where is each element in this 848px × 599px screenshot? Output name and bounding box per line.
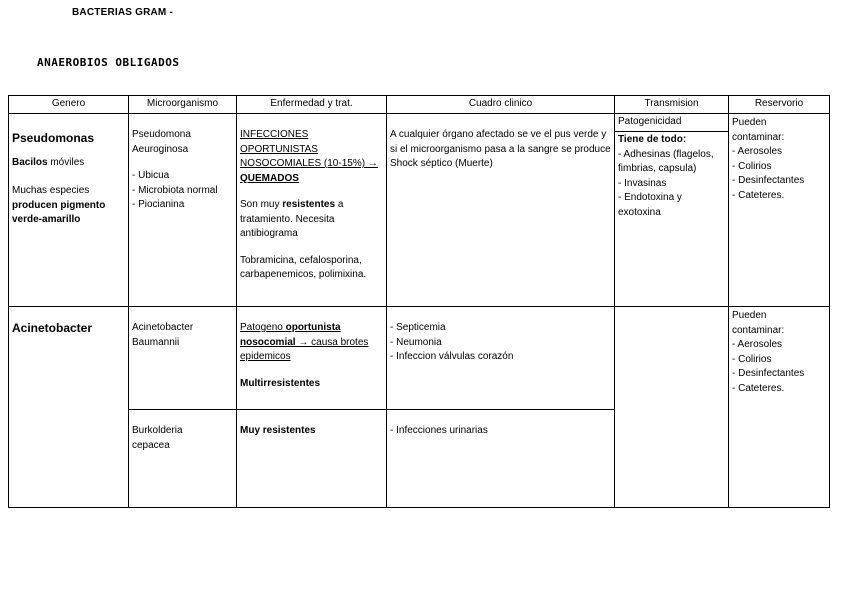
- section-subtitle: ANAEROBIOS OBLIGADOS: [37, 56, 180, 69]
- bacteria-table: [8, 95, 830, 508]
- list-item: - Colirios: [732, 160, 772, 172]
- cell-enfermedad-acinetobacter: [237, 307, 387, 410]
- list-item: - Endotoxina y exotoxina: [618, 192, 682, 218]
- document-title: BACTERIAS GRAM -: [72, 7, 173, 18]
- list-item: - Cateteres.: [732, 189, 785, 201]
- list-item: - Infeccion válvulas corazón: [390, 351, 514, 362]
- list-item: - Invasinas: [618, 177, 667, 189]
- cell-reservorio-acinetobacter: [729, 307, 830, 508]
- list-item: - Neumonia: [390, 336, 442, 348]
- cell-enfermedad-pseudomonas: [237, 114, 387, 307]
- micro-name-2: cepacea: [132, 439, 170, 451]
- list-item: - Aerosoles: [732, 339, 783, 350]
- pathogen-line-1: Patogeno oportunista: [240, 322, 341, 333]
- treatment-line-1: Tobramicina, cefalosporina,: [240, 254, 362, 266]
- header-enfermedad: Enfermedad y trat.: [237, 96, 387, 114]
- list-item: - Aerosoles: [732, 146, 783, 157]
- pathogen-line-2: nosocomial → causa brotes: [240, 336, 369, 348]
- pathogenicity-header: Patogenicidad: [615, 114, 728, 132]
- micro-name-2: Aeuroginosa: [132, 143, 189, 155]
- cell-enfermedad-burkolderia: [237, 410, 387, 508]
- resistance-line-2: tratamiento. Necesita: [240, 213, 335, 225]
- micro-name-1: Burkolderia: [132, 425, 183, 436]
- cell-cuadro-pseudomonas: [387, 114, 615, 307]
- reservoir-line-1: Pueden: [732, 117, 767, 128]
- list-item: - Desinfectantes: [732, 175, 805, 186]
- reservoir-line-2: contaminar:: [732, 324, 785, 336]
- genus-name: Acinetobacter: [12, 321, 93, 335]
- table-header-row: [9, 96, 830, 114]
- cell-genero-acinetobacter: [9, 307, 129, 508]
- list-item: - Desinfectantes: [732, 368, 805, 379]
- header-reservorio: Reservorio: [729, 96, 830, 114]
- reservoir-line-2: contaminar:: [732, 131, 785, 143]
- infection-type-1: INFECCIONES: [240, 129, 309, 140]
- multiresistant-label: Multirresistentes: [240, 377, 321, 389]
- list-item: - Microbiota normal: [132, 184, 218, 196]
- micro-name-1: Acinetobacter: [132, 322, 194, 333]
- table-row-acinetobacter: [9, 307, 830, 410]
- cell-reservorio-pseudomonas: [729, 114, 830, 307]
- table-row-pseudomonas: [9, 114, 830, 307]
- genus-note-2: producen pigmento: [12, 199, 106, 211]
- list-item: - Adhesinas (flagelos, fimbrias, capsula): [618, 148, 714, 174]
- header-transmision: Transmision: [615, 96, 729, 114]
- cell-transmision-acinetobacter: [615, 307, 729, 508]
- micro-name-2: Baumannii: [132, 336, 180, 348]
- resistance-label: Muy resistentes: [240, 425, 316, 436]
- infection-type-3: NOSOCOMIALES (10-15%) →: [240, 158, 378, 169]
- cell-micro-burkolderia: [129, 410, 237, 508]
- genus-note-1: Muchas especies: [12, 185, 90, 196]
- cell-transmision-pseudomonas: [615, 114, 729, 307]
- micro-name-1: Pseudomona: [132, 129, 191, 140]
- infection-type-2: OPORTUNISTAS: [240, 143, 318, 155]
- list-item: - Septicemia: [390, 322, 446, 333]
- cell-micro-acinetobacter: [129, 307, 237, 410]
- list-item: - Piocianina: [132, 199, 185, 210]
- resistance-line-3: antibiograma: [240, 228, 298, 239]
- list-item: - Infecciones urinarias: [390, 425, 488, 436]
- genus-feature: Bacilos móviles: [12, 156, 85, 168]
- resistance-line-1: Son muy resistentes a: [240, 199, 344, 210]
- cell-genero-pseudomonas: [9, 114, 129, 307]
- clinical-description: A cualquier órgano afectado se ve el pus verde y si el microorganismo pasa a la sangre se produce Shock séptico (Muerte): [390, 129, 611, 169]
- header-microorganismo: Microorganismo: [129, 96, 237, 114]
- infection-type-4: QUEMADOS: [240, 172, 299, 184]
- list-item: - Colirios: [732, 353, 772, 365]
- treatment-line-2: carbapenemicos, polimixina.: [240, 269, 367, 280]
- cell-cuadro-burkolderia: [387, 410, 615, 508]
- cell-cuadro-acinetobacter: [387, 307, 615, 410]
- header-genero: Genero: [9, 96, 129, 114]
- header-cuadro-clinico: Cuadro clinico: [387, 96, 615, 114]
- list-item: - Cateteres.: [732, 382, 785, 394]
- reservoir-line-1: Pueden: [732, 310, 767, 321]
- list-item: - Ubicua: [132, 170, 170, 181]
- genus-note-3: verde-amarillo: [12, 214, 81, 225]
- genus-name: Pseudomonas: [12, 131, 95, 145]
- pathogenicity-subtitle: Tiene de todo:: [618, 134, 687, 145]
- cell-micro-pseudomona: [129, 114, 237, 307]
- pathogen-line-3: epidemicos: [240, 351, 291, 362]
